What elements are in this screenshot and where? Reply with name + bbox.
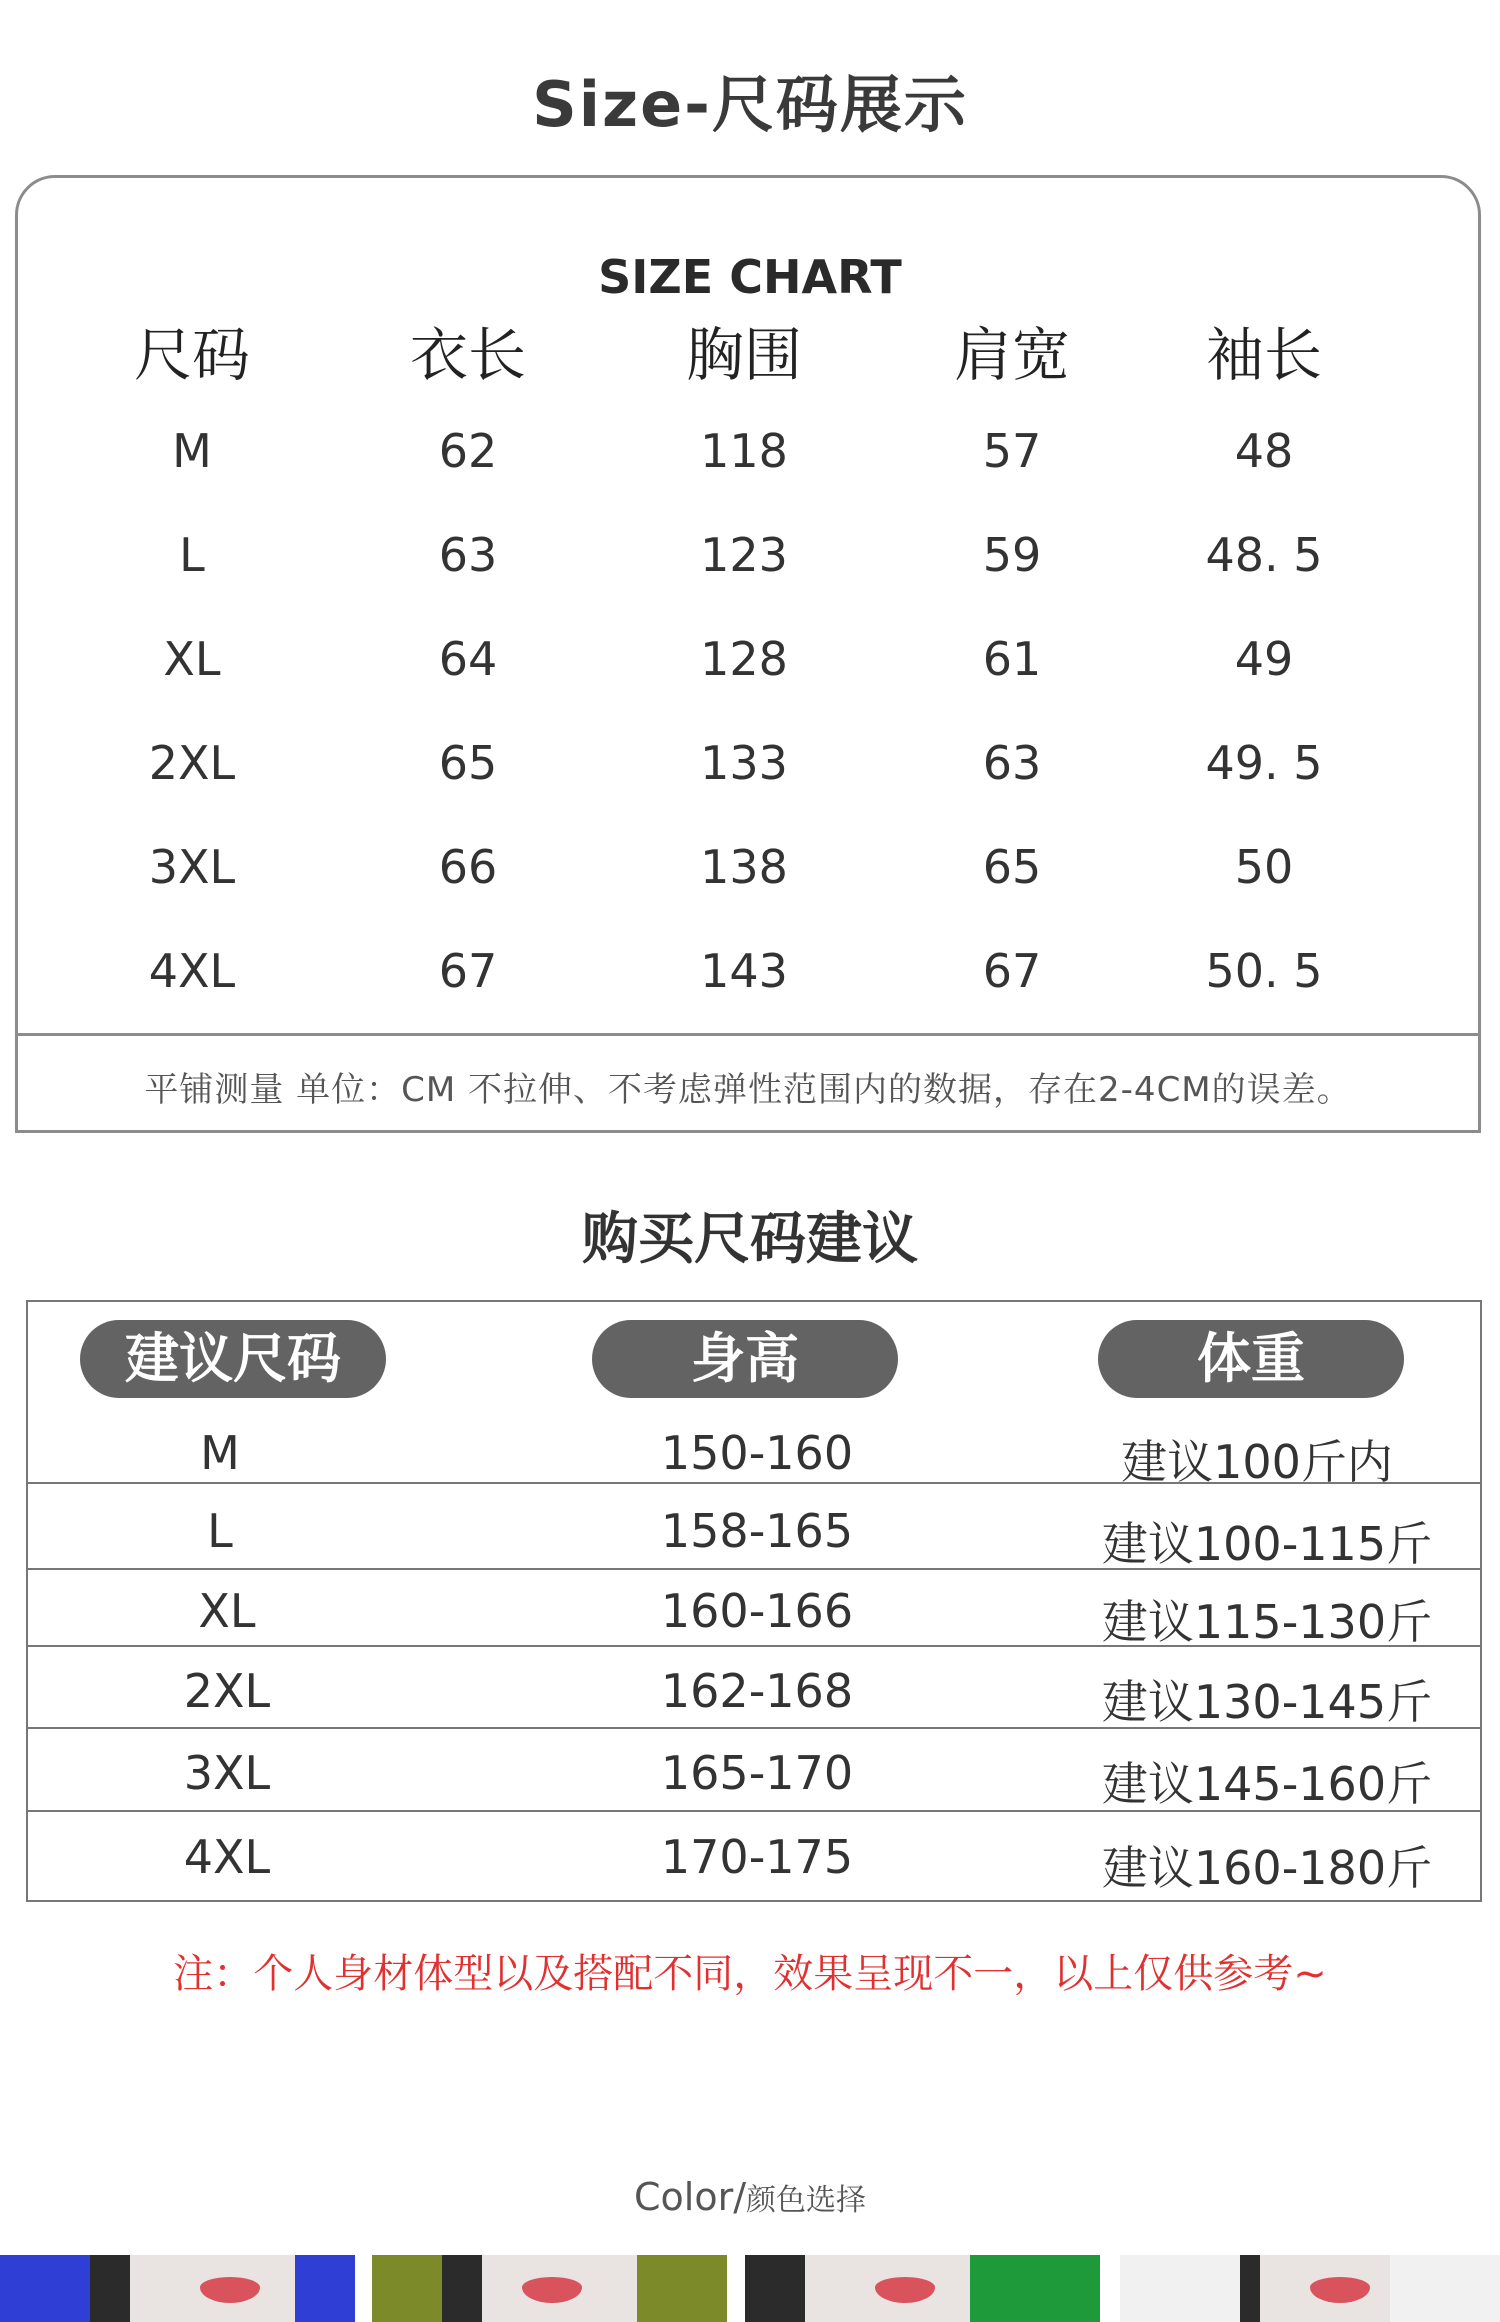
table-cell: 3XL [148,840,236,894]
table-cell: 4XL [183,1830,271,1884]
table-cell: 65 [438,736,498,790]
table-cell: 48. 5 [1205,528,1323,582]
table-cell: 138 [700,840,788,894]
measurement-note: 平铺测量 单位：CM 不拉伸、不考虑弹性范围内的数据，存在2-4CM的误差。 [144,1070,1352,1110]
color-title-cn: 颜色选择 [746,2183,866,2218]
table-cell: 62 [438,424,498,478]
header-length: 衣长 [409,321,526,389]
table-cell: 128 [700,632,788,686]
table-cell: L [179,528,205,582]
table-cell: XL [163,632,221,686]
header-chest: 胸围 [685,321,802,389]
table-cell: 67 [438,944,498,998]
page-title: Size-尺码展示 [532,68,968,141]
table-cell: 2XL [183,1664,271,1718]
header-suggested-size: 建议尺码 [80,1320,386,1398]
header-weight: 体重 [1098,1320,1404,1398]
table-cell: 123 [700,528,788,582]
table-cell: 170-175 [660,1830,854,1884]
divider [15,1033,1481,1036]
header-sleeve: 袖长 [1205,321,1322,389]
table-cell: 50 [1234,840,1294,894]
table-cell: 50. 5 [1205,944,1323,998]
table-cell: 158-165 [660,1504,854,1558]
table-cell: 建议100-115斤 [1101,1517,1433,1571]
table-cell: 49 [1234,632,1294,686]
table-cell: 160-166 [660,1584,854,1638]
table-cell: XL [198,1584,256,1638]
table-cell: 64 [438,632,498,686]
table-cell: 63 [982,736,1042,790]
color-swatch-blue[interactable] [0,2255,355,2322]
table-cell: 67 [982,944,1042,998]
table-cell: 63 [438,528,498,582]
header-size: 尺码 [133,321,250,389]
table-cell: 66 [438,840,498,894]
table-cell: 3XL [183,1746,271,1800]
table-cell: 建议115-130斤 [1101,1595,1433,1649]
table-cell: 48 [1234,424,1294,478]
size-chart-subtitle: SIZE CHART [598,250,902,304]
color-title [0,2175,1500,2219]
table-cell: M [172,424,212,478]
color-swatch-white[interactable] [1120,2255,1500,2322]
table-cell: 建议160-180斤 [1101,1841,1433,1895]
table-cell: 4XL [148,944,236,998]
table-cell: 2XL [148,736,236,790]
header-shoulder: 肩宽 [953,321,1070,389]
header-height: 身高 [592,1320,898,1398]
color-swatch-green[interactable] [745,2255,1100,2322]
table-cell: 133 [700,736,788,790]
suggestion-title: 购买尺码建议 [582,1207,918,1272]
table-cell: L [207,1504,233,1558]
color-title-en: Color/ [633,2175,746,2219]
table-cell: 57 [982,424,1042,478]
table-cell: 建议100斤内 [1121,1435,1393,1489]
table-cell: 65 [982,840,1042,894]
disclaimer-note: 注：个人身材体型以及搭配不同，效果呈现不一，以上仅供参考~ [173,1951,1327,1997]
table-cell: M [200,1426,240,1480]
table-cell: 118 [700,424,788,478]
table-cell: 建议130-145斤 [1101,1675,1433,1729]
color-swatch-olive[interactable] [372,2255,727,2322]
table-cell: 49. 5 [1205,736,1323,790]
table-cell: 59 [982,528,1042,582]
table-cell: 162-168 [660,1664,854,1718]
table-cell: 143 [700,944,788,998]
table-cell: 建议145-160斤 [1101,1757,1433,1811]
table-cell: 165-170 [660,1746,854,1800]
table-cell: 150-160 [660,1426,854,1480]
table-cell: 61 [982,632,1042,686]
